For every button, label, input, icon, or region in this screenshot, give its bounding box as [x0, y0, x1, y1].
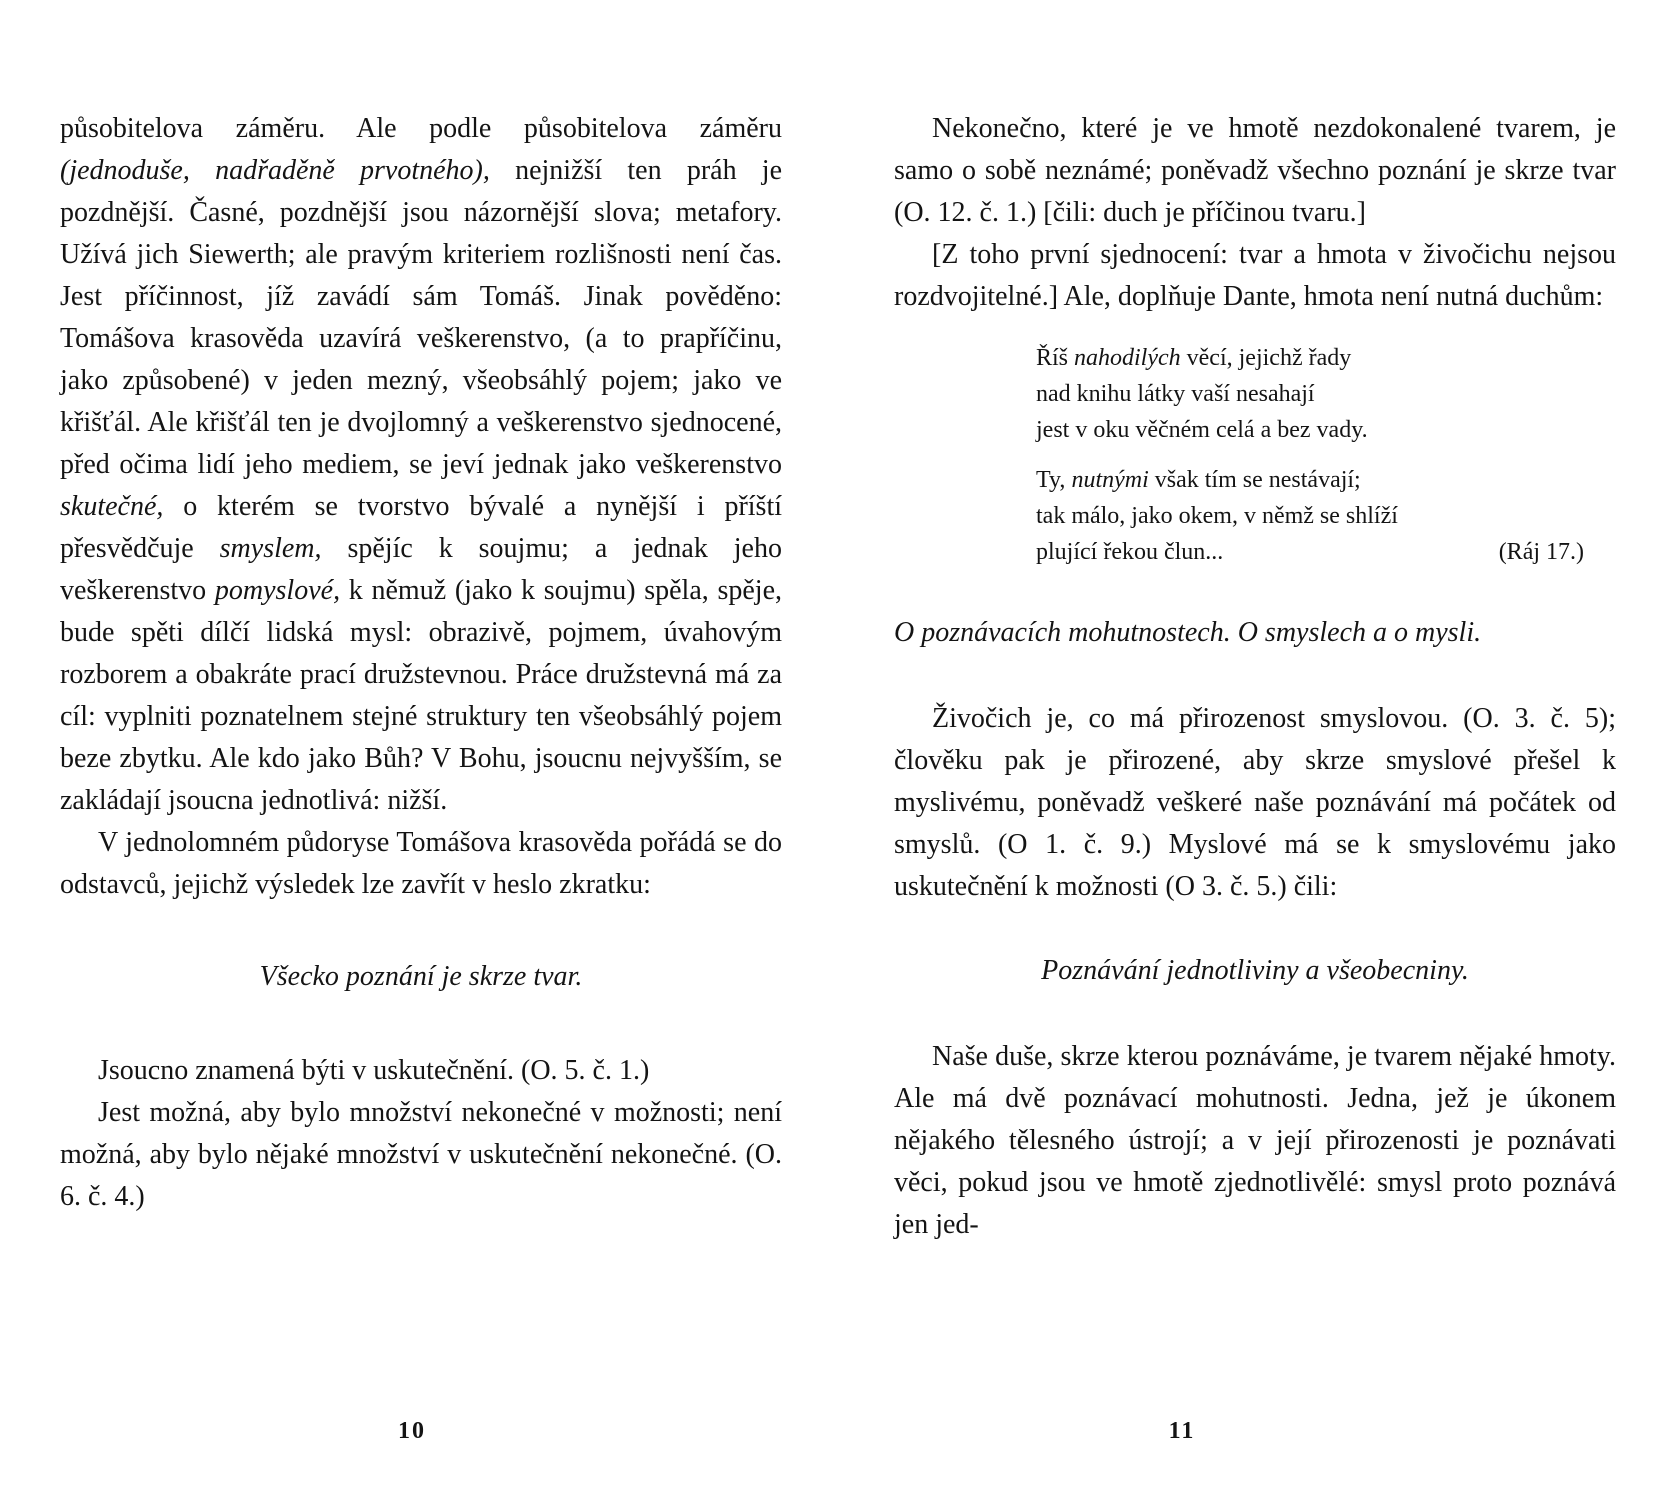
right-section-heading-2: Poznávání jednotliviny a všeobecniny. — [1041, 955, 1469, 986]
page-number-left: 10 — [398, 1418, 426, 1444]
verse-quote — [1036, 340, 1584, 570]
left-paragraph-2: V jednolomném půdoryse Tomášova krasověda pořádá se do odstavců, jejichž výsledek lze zavřít v heslo zkratku: — [60, 827, 782, 900]
left-paragraph-3: Jsoucno znamená býti v uskutečnění. (O. 5. č. 1.) — [98, 1055, 650, 1086]
left-paragraph-1: působitelova záměru. Ale podle působitelova záměru (jednoduše, nadřaděně prvotného), nejnižší ten práh je pozdnější. Časné, pozdnější jsou názornější slova; metafory. Užívá jich Siewerth; ale pravým kriteriem rozlišnosti není čas. Jest příčinnost, jíž zavádí sám Tomáš. Jinak pověděno: Tomášova krasověda uzavírá veškerenstvo, (a to prapříčinu, jako způsobené) v jeden mezný, všeobsáhlý pojem; jako ve křišťál. Ale křišťál ten je dvojlomný a veškerenstvo sjednocené, před očima lidí jeho mediem, se jeví jednak jako veškerenstvo skutečné, o kterém se tvorstvo bývalé a nynější i příští přesvědčuje smyslem, spějíc k soujmu; a jednak jeho veškerenstvo pomyslové, k němuž (jako k soujmu) spěla, spěje, bude spěti dílčí lidská mysl: obrazivě, pojmem, úvahovým rozborem a obakráte prací družstevnou. Práce družstevná má za cíl: vyplniti poznatelnem stejné struktury ten všeobsáhlý pojem beze zbytku. Ale kdo jako Bůh? V Bohu, jsoucnu nejvyšším, se zakládají jsoucna jednotlivá: nižší. — [60, 113, 782, 816]
verse-reference: (Ráj 17.) — [1498, 539, 1584, 565]
verse-line: Ty, nutnými však tím se nestávají; — [1036, 467, 1361, 493]
left-section-heading: Všecko poznání je skrze tvar. — [259, 961, 583, 992]
verse-line-last — [1036, 534, 1584, 570]
left-paragraph-4: Jest možná, aby bylo množství nekonečné v možnosti; není možná, aby bylo nějaké množství v uskutečnění nekonečné. (O. 6. č. 4.) — [60, 1097, 782, 1212]
verse-line: tak málo, jako okem, v němž se shlíží — [1036, 503, 1398, 529]
verse-line: jest v oku věčném celá a bez vady. — [1036, 417, 1368, 443]
right-paragraph-4: Naše duše, skrze kterou poznáváme, je tvarem nějaké hmoty. Ale má dvě poznávací mohutnosti. Jedna, jež je úkonem nějakého tělesného ústrojí; a v její přirozenosti je poznávati věci, pokud jsou ve hmotě zjednotlivělé: smysl proto poznává jen jed- — [894, 1041, 1616, 1240]
right-paragraph-3: Živočich je, co má přirozenost smyslovou. (O. 3. č. 5); člověku pak je přirozené, aby skrze smyslové přešel k myslivému, poněvadž veškeré naše poznávání má počátek od smyslů. (O 1. č. 9.) Myslové má se k smyslovému jako uskutečnění k možnosti (O 3. č. 5.) čili: — [894, 703, 1616, 902]
right-section-heading-1: O poznávacích mohutnostech. O smyslech a o mysli. — [894, 617, 1482, 648]
verse-line: Říš nahodilých věcí, jejichž řady — [1036, 345, 1352, 371]
right-page — [894, 108, 1616, 1246]
right-paragraph-2: [Z toho první sjednocení: tvar a hmota v živočichu nejsou rozdvojitelné.] Ale, doplňuje Dante, hmota není nutná duchům: — [894, 239, 1616, 312]
right-paragraph-1: Nekonečno, které je ve hmotě nezdokonalené tvarem, je samo o sobě neznámé; poněvadž všechno poznání je skrze tvar (O. 12. č. 1.) [čili: duch je příčinou tvaru.] — [894, 113, 1616, 228]
page-number-right: 11 — [1168, 1418, 1196, 1444]
left-page — [60, 108, 782, 1218]
verse-line: nad knihu látky vaší nesahají — [1036, 381, 1315, 407]
verse-line-text: plující řekou člun... — [1036, 539, 1224, 565]
